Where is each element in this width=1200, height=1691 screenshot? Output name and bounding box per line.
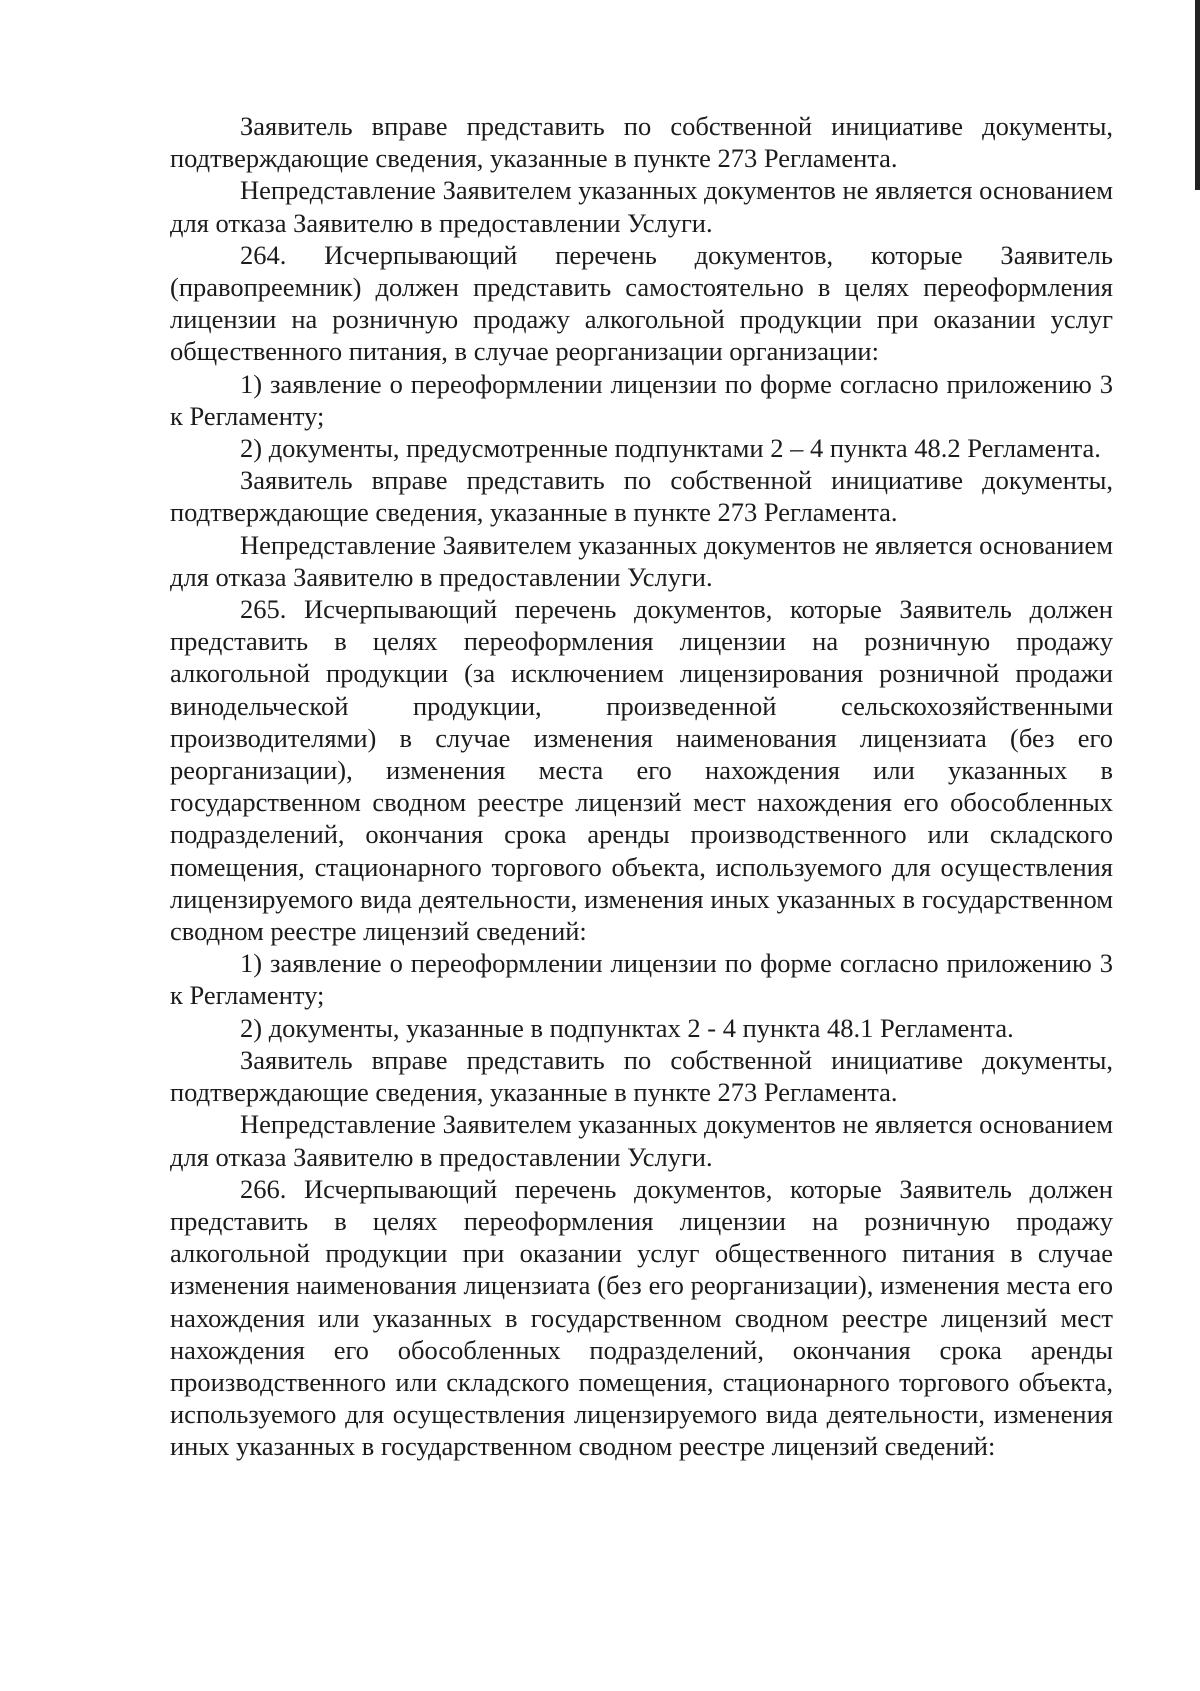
paragraph: Заявитель вправе представить по собственной инициативе документы, подтверждающие сведения, указанные в пункте 273 Регламента.: [170, 465, 1113, 528]
paragraph: Заявитель вправе представить по собственной инициативе документы, подтверждающие сведения, указанные в пункте 273 Регламента.: [170, 111, 1113, 174]
list-item: 2) документы, предусмотренные подпунктами 2 – 4 пункта 48.2 Регламента.: [240, 433, 1101, 464]
scan-edge-mark: [1195, 0, 1200, 190]
paragraph: Непредставление Заявителем указанных документов не является основанием для отказа Заявителю в предоставлении Услуги.: [170, 1109, 1113, 1172]
document-body: [170, 110, 1113, 1463]
list-item: 2) документы, указанные в подпунктах 2 - 4 пункта 48.1 Регламента.: [240, 1012, 1014, 1043]
paragraph-item-266: 266. Исчерпывающий перечень документов, которые Заявитель должен представить в целях переоформления лицензии на розничную продажу алкогольной продукции при оказании услуг общественного питания в случае изменения наименования лицензиата (без его реорганизации), изменения места его нахождения или указанных в государственном сводном реестре лицензий мест нахождения его обособленных подразделений, окончания срока аренды производственного или складского помещения, стационарного торгового объекта, используемого для осуществления лицензируемого вида деятельности, изменения иных указанных в государственном сводном реестре лицензий сведений:: [170, 1173, 1113, 1462]
paragraph: Непредставление Заявителем указанных документов не является основанием для отказа Заявителю в предоставлении Услуги.: [170, 529, 1113, 592]
paragraph-item-264: 264. Исчерпывающий перечень документов, которые Заявитель (правопреемник) должен представить самостоятельно в целях переоформления лицензии на розничную продажу алкогольной продукции при оказании услуг общественного питания, в случае реорганизации организации:: [170, 239, 1113, 367]
list-item: 1) заявление о переоформлении лицензии по форме согласно приложению 3 к Регламенту;: [170, 368, 1113, 431]
paragraph: Заявитель вправе представить по собственной инициативе документы, подтверждающие сведения, указанные в пункте 273 Регламента.: [170, 1044, 1113, 1108]
paragraph-item-265: 265. Исчерпывающий перечень документов, которые Заявитель должен представить в целях переоформления лицензии на розничную продажу алкогольной продукции (за исключением лицензирования розничной продажи винодельческой продукции, произведенной сельскохозяйственными производителями) в случае изменения наименования лицензиата (без его реорганизации), изменения места его нахождения или указанных в государственном сводном реестре лицензий мест нахождения его обособленных подразделений, окончания срока аренды производственного или складского помещения, стационарного торгового объекта, используемого для осуществления лицензируемого вида деятельности, изменения иных указанных в государственном сводном реестре лицензий сведений:: [170, 594, 1113, 947]
list-item: 1) заявление о переоформлении лицензии по форме согласно приложению 3 к Регламенту;: [170, 948, 1113, 1011]
paragraph: Непредставление Заявителем указанных документов не является основанием для отказа Заявителю в предоставлении Услуги.: [170, 175, 1113, 238]
